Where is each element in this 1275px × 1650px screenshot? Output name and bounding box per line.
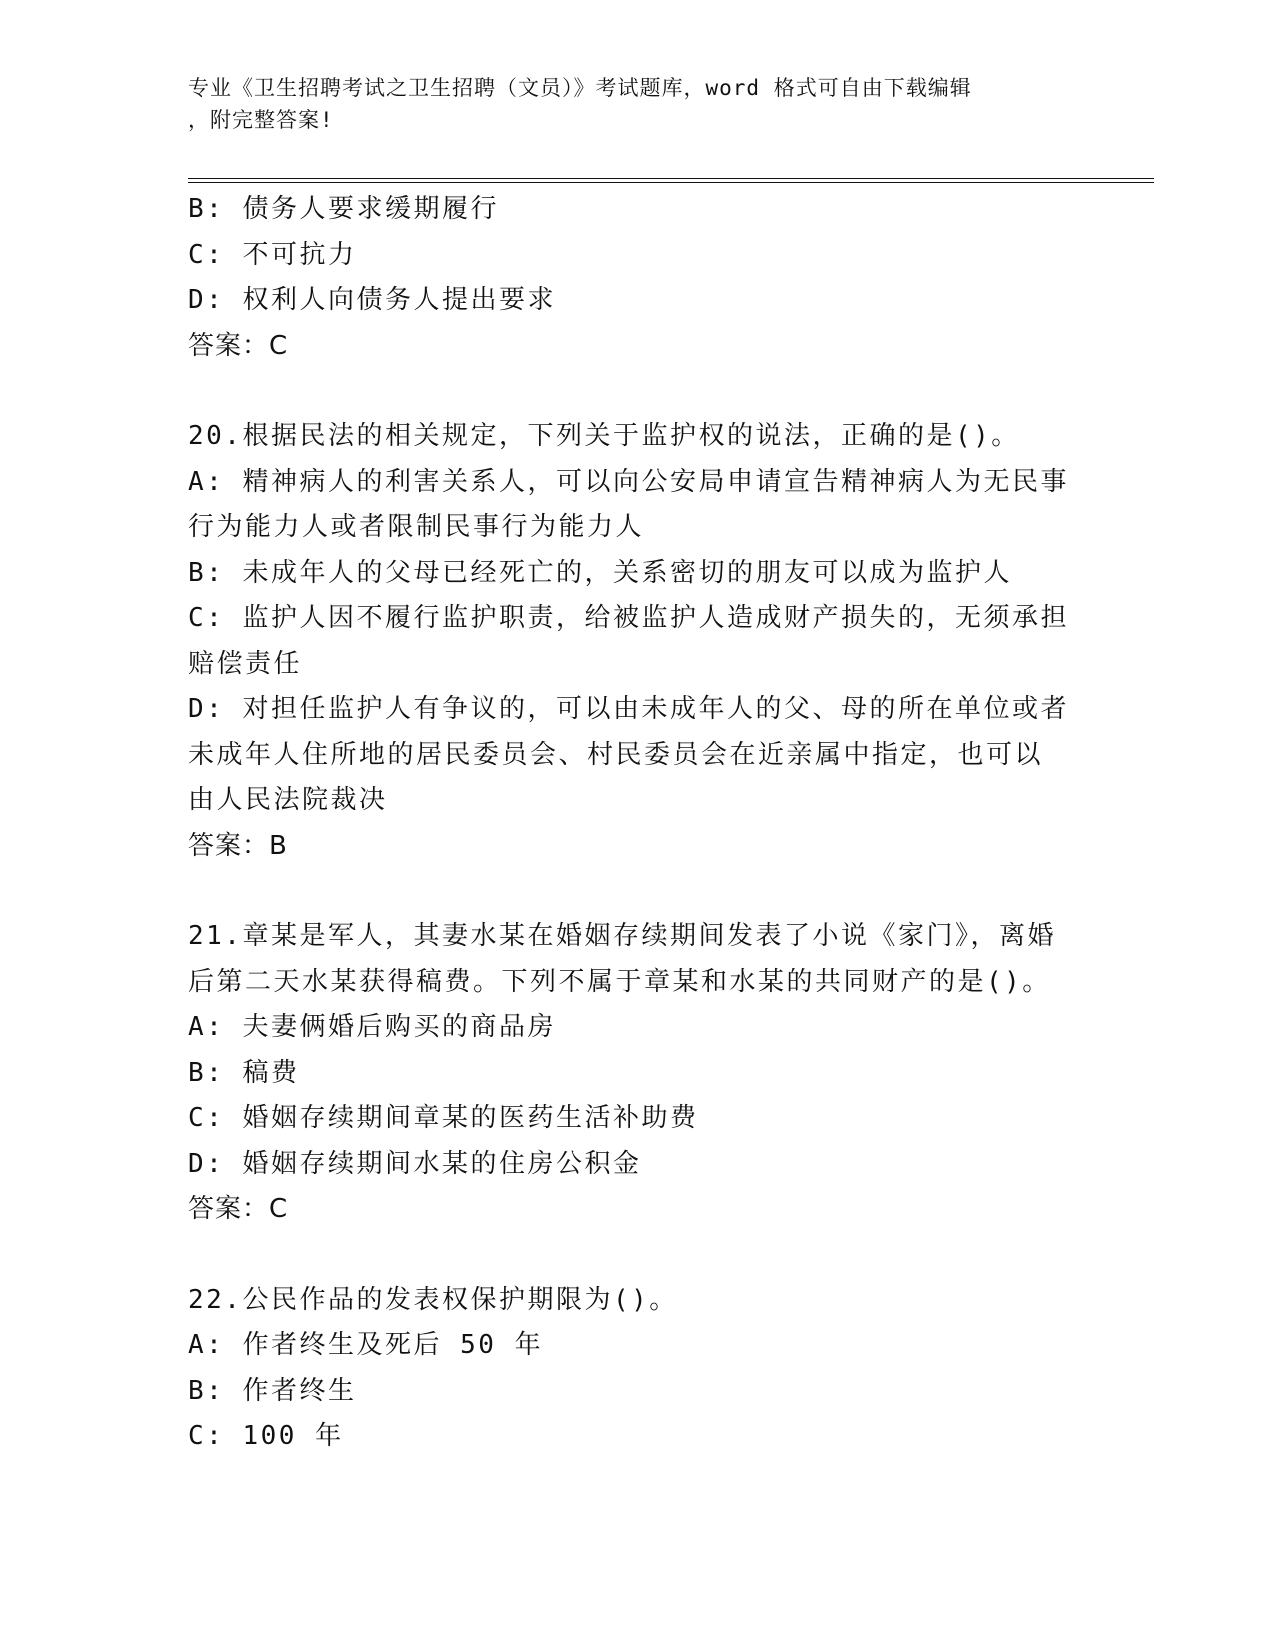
q20-option-a-line-1: A: 精神病人的利害关系人，可以向公安局申请宣告精神病人为无民事	[188, 466, 1069, 497]
q21-stem-line-2: 后第二天水某获得稿费。下列不属于章某和水某的共同财产的是()。	[188, 966, 1051, 997]
spacer	[188, 369, 1108, 414]
q21-stem-line-1: 21.章某是军人，其妻水某在婚姻存续期间发表了小说《家门》，离婚	[188, 921, 1056, 951]
q20-option-a-line-2: 行为能力人或者限制民事行为能力人	[188, 512, 645, 542]
question-21	[188, 914, 1108, 1233]
q20-option-d-line-1: D: 对担任监护人有争议的，可以由未成年人的父、母的所在单位或者	[188, 694, 1069, 724]
document-body	[188, 187, 1108, 1460]
q22-option-a: A: 作者终生及死后 50 年	[188, 1330, 544, 1360]
q21-option-c: C: 婚姻存续期间章某的医药生活补助费	[188, 1103, 699, 1133]
spacer	[188, 869, 1108, 914]
header-title-line-2: ，附完整答案!	[188, 108, 334, 132]
question-22	[188, 1278, 1108, 1460]
q20-option-d-line-3: 由人民法院裁决	[188, 785, 388, 815]
q19-answer: 答案：C	[188, 330, 289, 361]
q19-option-c: C: 不可抗力	[188, 239, 357, 270]
q19-option-d: D: 权利人向债务人提出要求	[188, 285, 556, 315]
q21-option-b: B: 稿费	[188, 1057, 300, 1088]
q20-answer: 答案：B	[188, 830, 288, 861]
q20-option-d-line-2: 未成年人住所地的居民委员会、村民委员会在近亲属中指定，也可以	[188, 739, 1044, 770]
question-19-tail	[188, 187, 1108, 369]
q20-option-b: B: 未成年人的父母已经死亡的，关系密切的朋友可以成为监护人	[188, 557, 1012, 588]
header-double-rule	[188, 178, 1154, 183]
q19-option-b: B: 债务人要求缓期履行	[188, 194, 499, 224]
q22-option-b: B: 作者终生	[188, 1375, 357, 1406]
q21-option-d: D: 婚姻存续期间水某的住房公积金	[188, 1148, 642, 1179]
q20-stem: 20.根据民法的相关规定，下列关于监护权的说法，正确的是()。	[188, 421, 1020, 451]
header-title-line-1: 专业《卫生招聘考试之卫生招聘（文员）》考试题库，word 格式可自由下载编辑	[188, 76, 972, 100]
q20-option-c-line-1: C: 监护人因不履行监护职责，给被监护人造成财产损失的，无须承担	[188, 603, 1069, 633]
q21-answer: 答案：C	[188, 1194, 289, 1224]
q22-option-c: C: 100 年	[188, 1421, 344, 1451]
q20-option-c-line-2: 赔偿责任	[188, 648, 303, 679]
q22-stem: 22.公民作品的发表权保护期限为()。	[188, 1284, 678, 1315]
page-header	[188, 72, 1078, 136]
question-20	[188, 414, 1108, 869]
q21-option-a: A: 夫妻俩婚后购买的商品房	[188, 1012, 556, 1042]
spacer	[188, 1233, 1108, 1278]
